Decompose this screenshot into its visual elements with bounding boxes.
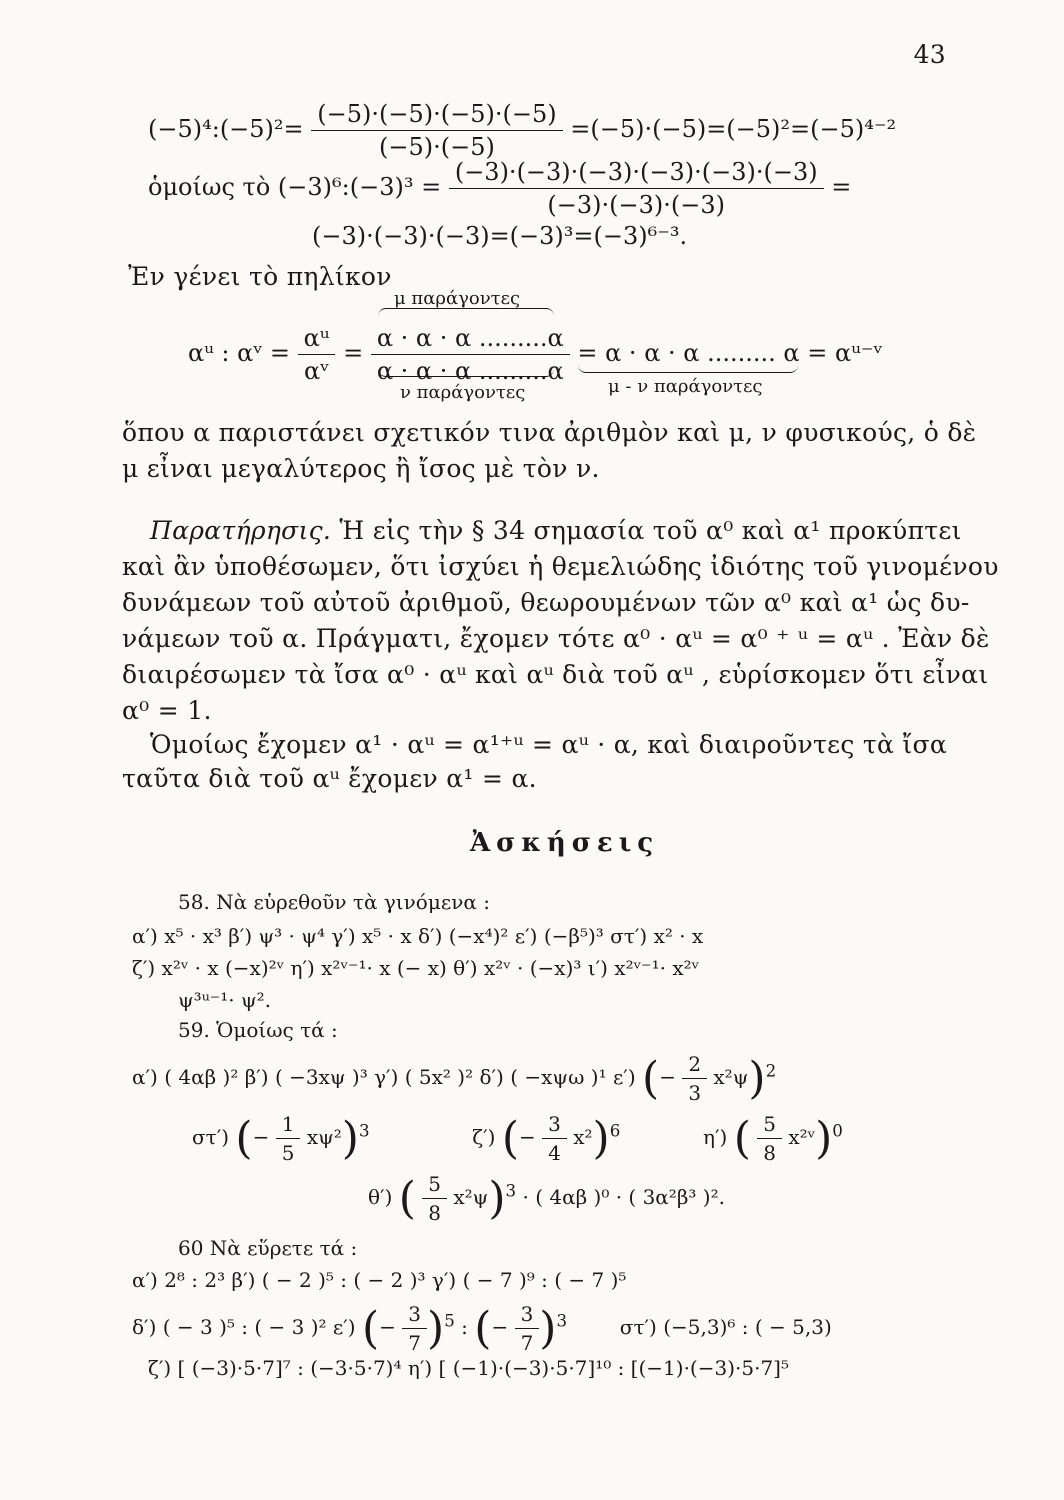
f2-denominator: α · α · α .........α bbox=[376, 357, 564, 385]
quotient-eq: = bbox=[343, 339, 364, 367]
eq1-denominator: (−5)·(−5) bbox=[379, 133, 495, 161]
ex60-f2-exp: 3 bbox=[556, 1311, 568, 1331]
para2-line4: νάμεων τοῦ α. Πράγματι, ἔχομεν τότε α⁰ · αᵘ = α⁰ ⁺ ᵘ = αᵘ . Ἐὰν δὲ bbox=[122, 624, 990, 653]
ex59-st-sign: − bbox=[252, 1125, 270, 1149]
ex59-title: 59. Ὁμοίως τά : bbox=[178, 1018, 338, 1042]
open-paren: ( bbox=[642, 1053, 660, 1104]
exercises-heading: Ἀσκήσεις bbox=[470, 828, 660, 858]
para2-line5: διαιρέσωμεν τὰ ἴσα α⁰ · αᵘ καὶ αᵘ διὰ τοῦ αᵘ , εὑρίσκομεν ὅτι εἶναι bbox=[122, 660, 989, 689]
ex59-z-fraction bbox=[542, 1112, 567, 1165]
quotient-rhs-product: = α · α · α ......... α bbox=[577, 339, 800, 367]
eq2-lhs: ὁμοίως τὸ (−3)⁶:(−3)³ = bbox=[148, 173, 442, 201]
close-paren: ) bbox=[488, 1173, 506, 1224]
ex59-row2 bbox=[192, 1112, 843, 1165]
quotient-rhs-result: = αᵘ⁻ᵛ bbox=[807, 339, 883, 367]
ex59-z-label: ζ′) bbox=[472, 1125, 496, 1149]
diff-brace bbox=[578, 364, 798, 373]
open-paren: ( bbox=[398, 1173, 416, 1224]
ex60-f1-num: 3 bbox=[402, 1302, 427, 1329]
eq2-numerator: (−3)·(−3)·(−3)·(−3)·(−3)·(−3) bbox=[449, 158, 824, 189]
ex58-row1: α′) x⁵ · x³ β′) ψ³ · ψ⁴ γ′) x⁵ · x δ′) (−x⁴)² ε′) (−β⁵)³ στ′) x² · x bbox=[132, 924, 704, 948]
ex60-e-fraction-2 bbox=[515, 1302, 540, 1355]
ex59-e-sign: − bbox=[659, 1065, 676, 1089]
f2-numerator: α · α · α .........α bbox=[371, 324, 570, 355]
ex59-th-fraction bbox=[422, 1172, 447, 1225]
close-paren: ) bbox=[427, 1303, 445, 1354]
ex60-row2-st: στ′) (−5,3)⁶ : ( − 5,3) bbox=[619, 1315, 832, 1339]
ex59-h-den: 8 bbox=[763, 1141, 776, 1165]
ex59-z-num: 3 bbox=[542, 1112, 567, 1139]
ex59-th-num: 5 bbox=[422, 1172, 447, 1199]
eq2-denominator: (−3)·(−3)·(−3) bbox=[547, 191, 725, 219]
ex59-row1 bbox=[132, 1052, 776, 1105]
ex59-th-rest: · ( 4αβ )⁰ · ( 3α²β³ )². bbox=[522, 1185, 725, 1209]
intro-line: Ἐν γένει τὸ πηλίκον bbox=[128, 262, 392, 291]
ex59-st-fraction bbox=[276, 1112, 301, 1165]
para1-line1: ὅπου α παριστάνει σχετικόν τινα ἀριθμὸν καὶ μ, ν φυσικούς, ὁ δὲ bbox=[122, 418, 977, 447]
mu-factors-label: μ παράγοντες bbox=[394, 288, 521, 309]
open-paren: ( bbox=[733, 1113, 751, 1164]
ex60-e-fraction-1 bbox=[402, 1302, 427, 1355]
diff-factors-label: μ - ν παράγοντες bbox=[608, 376, 763, 397]
open-paren: ( bbox=[235, 1113, 253, 1164]
ex60-colon: : bbox=[461, 1315, 468, 1339]
ex59-h-tail: x²ᵛ bbox=[788, 1125, 816, 1149]
ex60-f2-num: 3 bbox=[515, 1302, 540, 1329]
ex60-f1-den: 7 bbox=[408, 1331, 422, 1355]
f1-numerator: αᵘ bbox=[298, 324, 336, 355]
ex58-row3: ψ³ᵘ⁻¹· ψ². bbox=[178, 988, 272, 1012]
f1-denominator: αᵛ bbox=[303, 357, 330, 385]
open-paren: ( bbox=[474, 1303, 492, 1354]
close-paren: ) bbox=[748, 1053, 766, 1104]
equation-2 bbox=[148, 158, 851, 219]
eq1-numerator: (−5)·(−5)·(−5)·(−5) bbox=[311, 100, 562, 131]
ex59-st-num: 1 bbox=[276, 1112, 301, 1139]
quotient-fraction-1 bbox=[298, 324, 336, 385]
ex59-th-tail: x²ψ bbox=[453, 1185, 489, 1209]
ex59-e-tail: x²ψ bbox=[713, 1065, 749, 1089]
eq1-fraction bbox=[311, 100, 562, 161]
ex59-st-tail: xψ² bbox=[306, 1125, 342, 1149]
para2-line3: δυνάμεων τοῦ αὐτοῦ ἀριθμοῦ, θεωρουμένων τῶν α⁰ καὶ α¹ ὡς δυ- bbox=[122, 588, 970, 617]
ex60-row2: δ′) ( − 3 )⁵ : ( − 3 )² ε′) (− $\frac{3}{7}$ )$^5$ : (− $\frac{3}{7}$ )$^3$ στ′) (−5,3)⁶ : ( − 5,3) bbox=[132, 1302, 832, 1355]
ex60-row3: ζ′) [ (−3)·5·7]⁷ : (−3·5·7)⁴ η′) [ (−1)·(−3)·5·7]¹⁰ : [(−1)·(−3)·5·7]⁵ bbox=[148, 1356, 790, 1380]
eq1-rhs: =(−5)·(−5)=(−5)²=(−5)⁴⁻² bbox=[570, 115, 897, 143]
ex60-f2-den: 7 bbox=[520, 1331, 534, 1355]
close-paren: ) bbox=[539, 1303, 557, 1354]
ex59-th-exp: 3 bbox=[505, 1181, 517, 1201]
ex59-e-num: 2 bbox=[682, 1052, 707, 1079]
para3-line2: ταῦτα διὰ τοῦ αᵘ ἔχομεν α¹ = α. bbox=[122, 764, 537, 793]
open-paren: ( bbox=[501, 1113, 520, 1164]
close-paren: ) bbox=[815, 1113, 833, 1164]
eq2-fraction bbox=[449, 158, 824, 219]
eq2-rhs: = bbox=[831, 173, 852, 201]
ex59-h-fraction bbox=[757, 1112, 782, 1165]
ex59-st-den: 5 bbox=[281, 1141, 295, 1165]
ex60-row1: α′) 2⁸ : 2³ β′) ( − 2 )⁵ : ( − 2 )³ γ′) ( − 7 )⁹ : ( − 7 )⁵ bbox=[132, 1268, 627, 1292]
ex59-th-den: 8 bbox=[428, 1201, 442, 1225]
ex60-title: 60 Νὰ εὕρετε τά : bbox=[178, 1236, 358, 1260]
para3-line1: Ὁμοίως ἔχομεν α¹ · αᵘ = α¹⁺ᵘ = αᵘ · α, καὶ διαιροῦντες τὰ ἴσα bbox=[150, 730, 948, 759]
open-paren: ( bbox=[361, 1303, 380, 1354]
remark-text: Ἡ εἰς τὴν § 34 σημασία τοῦ α⁰ καὶ α¹ προκύπτει bbox=[331, 516, 962, 545]
nu-brace bbox=[378, 368, 554, 377]
ex59-row1-a: α′) ( 4αβ )² β′) ( −3xψ )³ γ′) ( 5x² )² δ′) ( −xψω )¹ ε′) bbox=[132, 1065, 636, 1089]
page-number: 43 bbox=[913, 40, 946, 69]
ex59-st-label: στ′) bbox=[192, 1125, 230, 1149]
ex59-th-label: θ′) bbox=[368, 1185, 393, 1209]
ex59-e-exp: 2 bbox=[765, 1061, 777, 1081]
eq2-line2: (−3)·(−3)·(−3)=(−3)³=(−3)⁶⁻³. bbox=[312, 222, 688, 250]
close-paren: ) bbox=[592, 1113, 610, 1164]
ex59-z-exp: 6 bbox=[609, 1121, 621, 1141]
ex59-e-fraction bbox=[682, 1052, 707, 1105]
para1-line2: μ εἶναι μεγαλύτερος ἢ ἴσος μὲ τὸν ν. bbox=[122, 454, 600, 483]
remark-title: Παρατήρησις. bbox=[150, 516, 332, 545]
ex60-f1-exp: 5 bbox=[444, 1311, 455, 1331]
equation-1 bbox=[148, 100, 896, 161]
ex59-h-num: 5 bbox=[757, 1112, 782, 1139]
ex59-h-exp: 0 bbox=[832, 1121, 843, 1141]
quotient-lhs: αᵘ : αᵛ = bbox=[188, 339, 291, 367]
para2-line2: καὶ ἂν ὑποθέσωμεν, ὅτι ἰσχύει ἡ θεμελιώδης ἰδιότης τοῦ γινομένου bbox=[122, 552, 999, 581]
ex59-z-sign: − bbox=[519, 1125, 536, 1149]
ex59-st-exp: 3 bbox=[358, 1121, 370, 1141]
remark-line1 bbox=[150, 516, 962, 545]
close-paren: ) bbox=[341, 1113, 359, 1164]
ex59-e-den: 3 bbox=[688, 1081, 702, 1105]
para2-line6: α⁰ = 1. bbox=[122, 696, 212, 725]
ex58-row2: ζ′) x²ᵛ · x (−x)²ᵛ η′) x²ᵛ⁻¹· x (− x) θ′) x²ᵛ · (−x)³ ι′) x²ᵛ⁻¹· x²ᵛ bbox=[132, 956, 700, 980]
ex58-title: 58. Νὰ εὑρεθοῦν τὰ γινόμενα : bbox=[178, 890, 490, 914]
ex59-z-den: 4 bbox=[548, 1141, 561, 1165]
ex59-z-tail: x² bbox=[573, 1125, 593, 1149]
eq1-lhs: (−5)⁴:(−5)²= bbox=[148, 115, 304, 143]
nu-factors-label: ν παράγοντες bbox=[400, 382, 526, 403]
ex59-h-label: η′) bbox=[703, 1125, 728, 1149]
ex60-row2-a: δ′) ( − 3 )⁵ : ( − 3 )² ε′) bbox=[132, 1315, 356, 1339]
ex59-row3 bbox=[368, 1172, 725, 1225]
mu-brace bbox=[378, 308, 554, 317]
